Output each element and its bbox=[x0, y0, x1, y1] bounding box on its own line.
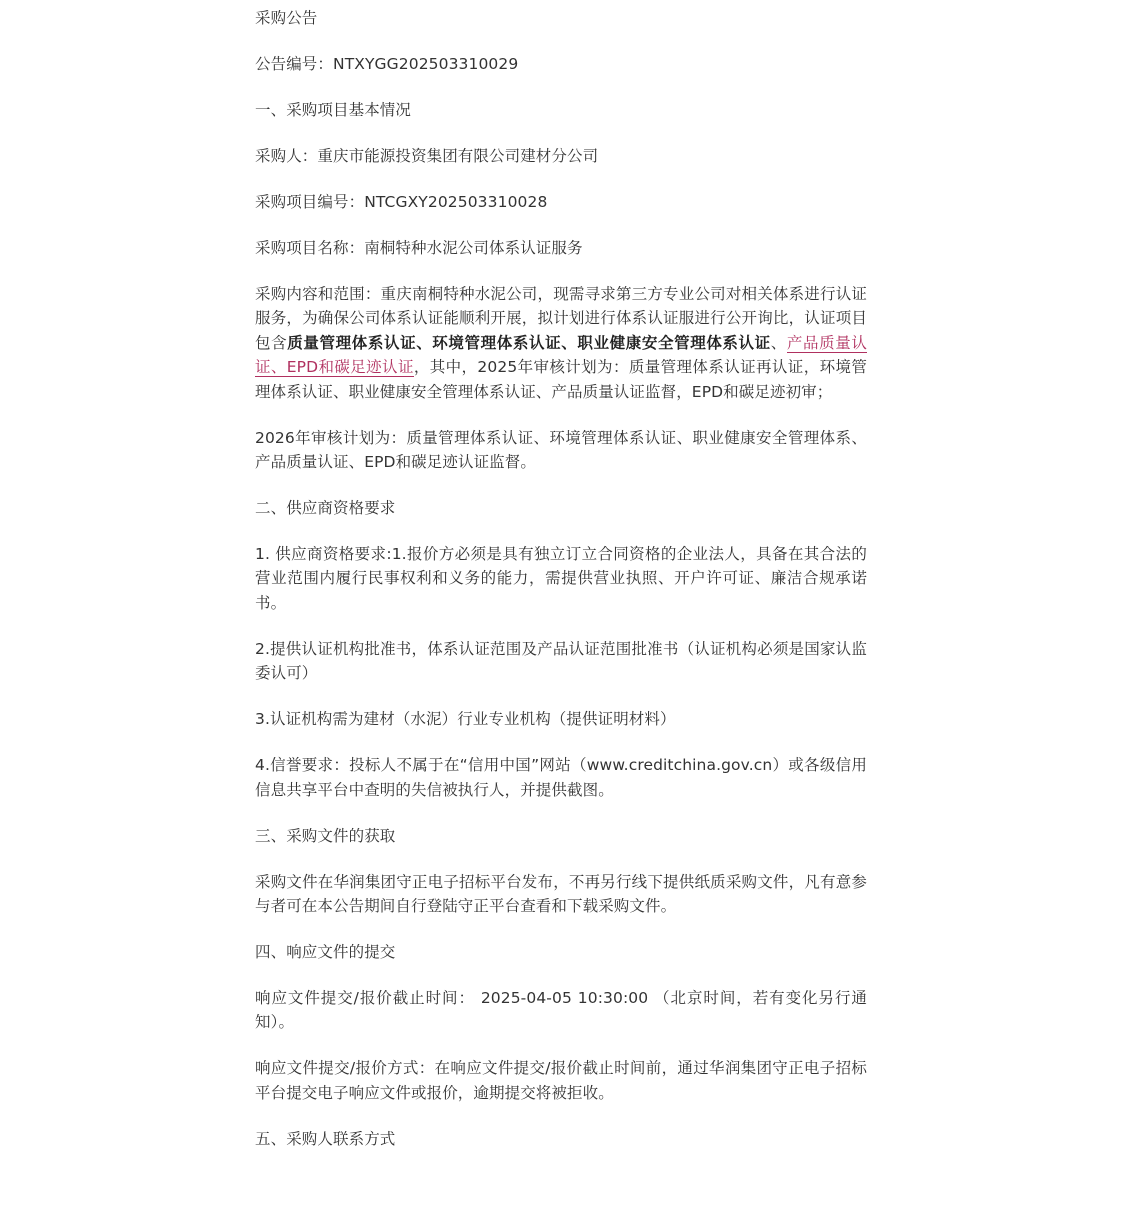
qualification-item: 4.信誉要求：投标人不属于在“信用中国”网站（www.creditchina.gov.cn）或各级信用信息共享平台中查明的失信被执行人，并提供截图。 bbox=[255, 756, 867, 799]
section-heading-basic-info: 一、采购项目基本情况 bbox=[255, 101, 412, 119]
scope-bold-certifications: 质量管理体系认证、环境管理体系认证、职业健康安全管理体系认证 bbox=[287, 333, 771, 352]
section-heading-document-acquisition: 三、采购文件的获取 bbox=[255, 826, 396, 845]
section-heading-response-submission: 四、响应文件的提交 bbox=[255, 943, 396, 962]
submission-method: 响应文件提交/报价方式：在响应文件提交/报价截止时间前，通过华润集团守正电子招标平台提交电子响应文件或报价，逾期提交将被拒收。 bbox=[255, 1059, 867, 1102]
section-heading-supplier-qualifications: 二、供应商资格要求 bbox=[255, 499, 396, 518]
section-heading-purchaser-contact: 五、采购人联系方式 bbox=[255, 1129, 396, 1148]
qualification-item: 3.认证机构需为建材（水泥）行业专业机构（提供证明材料） bbox=[255, 710, 676, 729]
procurement-scope bbox=[255, 282, 867, 404]
announcement-number: 公告编号：NTXYGG202503310029 bbox=[255, 55, 519, 73]
scope-suffix: ，其中，2025年审核计划为：质量管理体系认证再认证，环境管理体系认证、职业健康安全管理体系认证、产品质量认证监督，EPD和碳足迹初审； bbox=[255, 358, 867, 401]
document-title: 采购公告 bbox=[255, 9, 318, 27]
purchaser: 采购人：重庆市能源投资集团有限公司建材分公司 bbox=[255, 147, 599, 165]
audit-plan-2026: 2026年审核计划为：质量管理体系认证、环境管理体系认证、职业健康安全管理体系、产品质量认证、EPD和碳足迹认证监督。 bbox=[255, 428, 867, 472]
document-acquisition-body: 采购文件在华润集团守正电子招标平台发布，不再另行线下提供纸质采购文件，凡有意参与者可在本公告期间自行登陆守正平台查看和下载采购文件。 bbox=[255, 872, 867, 916]
qualification-item: 1. 供应商资格要求:1.报价方必须是具有独立订立合同资格的企业法人，具备在其合法的营业范围内履行民事权利和义务的能力，需提供营业执照、开户许可证、廉洁合规承诺书。 bbox=[255, 545, 867, 612]
submission-deadline: 响应文件提交/报价截止时间： 2025-04-05 10:30:00 （北京时间，若有变化另行通知）。 bbox=[255, 989, 867, 1032]
scope-prefix: 采购内容和范围：重庆南桐特种水泥公司，现需寻求第三方专业公司对相关体系进行认证服务，为确保公司体系认证能顺利开展，拟计划进行体系认证服进行公开询比，认证项目包含 bbox=[255, 285, 867, 352]
project-name: 采购项目名称：南桐特种水泥公司体系认证服务 bbox=[255, 239, 583, 257]
project-number: 采购项目编号：NTCGXY202503310028 bbox=[255, 193, 548, 211]
scope-separator: 、 bbox=[770, 333, 787, 352]
qualification-item: 2.提供认证机构批准书，体系认证范围及产品认证范围批准书（认证机构必须是国家认监委认可） bbox=[255, 639, 867, 683]
procurement-announcement bbox=[255, 6, 867, 1173]
product-certification-link[interactable]: 产品质量认证、EPD和碳足迹认证 bbox=[255, 333, 867, 377]
